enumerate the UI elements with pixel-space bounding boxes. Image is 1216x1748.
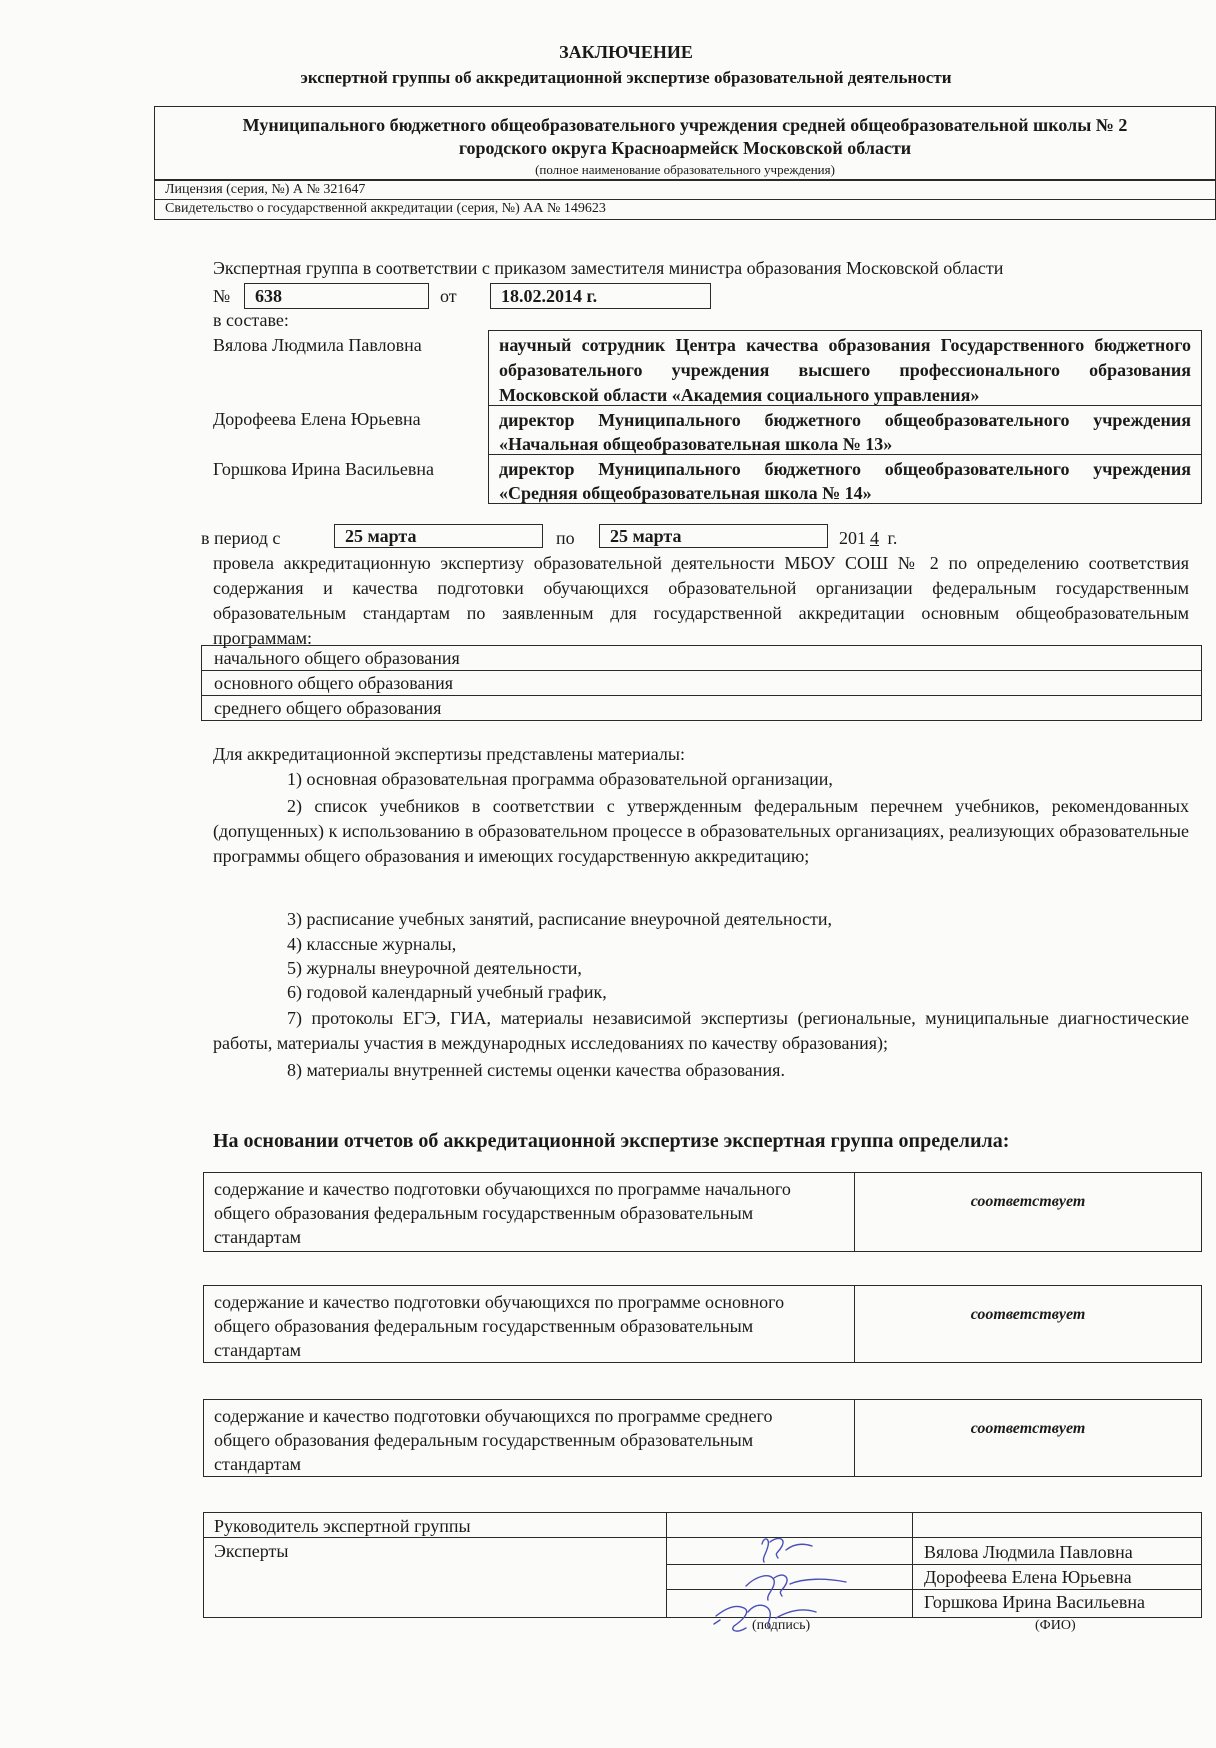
program-row [201, 670, 1202, 696]
composition-label: в составе: [213, 310, 289, 330]
program-name: среднего общего образования [214, 698, 442, 718]
conclusion-result: соответствует [970, 1420, 1086, 1437]
accreditation-row [154, 199, 1216, 220]
member-name: Вялова Людмила Павловна [213, 335, 422, 355]
signature-caption: (подпись) [752, 1618, 811, 1633]
member-position-box [488, 330, 1202, 406]
year-digit: 4 [870, 528, 879, 548]
member-position-box [488, 454, 1202, 504]
conclusion-result-cell [854, 1285, 1202, 1363]
experts-label: Эксперты [214, 1541, 289, 1561]
period-text: провела аккредитационную экспертизу образовательной деятельности МБОУ СОШ № 2 по определению соответствия содержания и качества подготовки обучающихся образовательной организации федеральным государственным образовательным стандартам по заявленным для государственной аккредитации основным общеобразовательным программам: [213, 553, 1189, 648]
order-intro: Экспертная группа в соответствии с приказом заместителя министра образования Московской области [213, 258, 1004, 278]
period-from-box [334, 524, 543, 548]
year-suffix: г. [883, 528, 898, 548]
member-position-box [488, 405, 1202, 455]
conclusion-criterion: содержание и качество подготовки обучающихся по программе начального общего образования федеральным государственным образовательным стандартам [214, 1179, 791, 1247]
conclusion-result: соответствует [970, 1193, 1086, 1210]
conclusion-heading: На основании отчетов об аккредитационной экспертизе экспертная группа определила: [213, 1130, 1010, 1152]
signature-col-divider [666, 1512, 667, 1618]
member-position: научный сотрудник Центра качества образования Государственного бюджетного образовательного учреждения высшего профессионального образования Московской области «Академия социального управления» [499, 335, 1191, 405]
conclusion-row [203, 1285, 855, 1363]
period-year [839, 528, 897, 549]
member-name: Дорофеева Елена Юрьевна [213, 409, 421, 429]
materials-intro: Для аккредитационной экспертизы представлены материалы: [213, 744, 685, 764]
institution-name-caption: (полное наименование образовательного учреждения) [535, 162, 835, 177]
document-subtitle: экспертной группы об аккредитационной экспертизе образовательной деятельности [300, 68, 952, 87]
order-date: 18.02.2014 г. [501, 286, 598, 306]
member-position: директор Муниципального бюджетного общеобразовательного учреждения «Начальная общеобразовательная школа № 13» [499, 410, 1191, 454]
member-position: директор Муниципального бюджетного общеобразовательного учреждения «Средняя общеобразовательная школа № 14» [499, 459, 1191, 503]
conclusion-criterion: содержание и качество подготовки обучающихся по программе среднего общего образования федеральным государственным образовательным стандартам [214, 1406, 773, 1474]
conclusion-result-cell [854, 1172, 1202, 1252]
period-to-label: по [556, 528, 575, 548]
materials-item: 8) материалы внутренней системы оценки качества образования. [287, 1060, 785, 1080]
order-number-box [244, 283, 429, 309]
program-name: основного общего образования [214, 673, 454, 693]
order-number-label: № [213, 286, 231, 306]
conclusion-row [203, 1172, 855, 1252]
materials-item: 3) расписание учебных занятий, расписание внеурочной деятельности, [287, 909, 833, 929]
year-prefix: 201 [839, 528, 866, 548]
period-to-box [599, 524, 828, 548]
program-row [201, 695, 1202, 721]
name-caption: (ФИО) [1035, 1618, 1076, 1633]
document-title: ЗАКЛЮЧЕНИЕ [559, 42, 693, 62]
head-label: Руководитель экспертной группы [214, 1516, 471, 1536]
institution-name-line1: Муниципального бюджетного общеобразовательного учреждения средней общеобразовательной школы № 2 [242, 115, 1128, 135]
period-from-label: в период с [201, 528, 281, 548]
order-number: 638 [255, 286, 282, 306]
institution-box [154, 106, 1216, 180]
license-text: Лицензия (серия, №) А № 321647 [165, 182, 366, 197]
program-name: начального общего образования [214, 648, 460, 668]
member-name: Горшкова Ирина Васильевна [213, 459, 434, 479]
period-to: 25 марта [610, 526, 682, 546]
materials-item: 1) основная образовательная программа образовательной организации, [287, 769, 833, 789]
conclusion-result-cell [854, 1399, 1202, 1477]
materials-item: 6) годовой календарный учебный график, [287, 982, 607, 1002]
expert-name: Горшкова Ирина Васильевна [924, 1592, 1145, 1612]
materials-item: 2) список учебников в соответствии с утвержденным федеральным перечнем учебников, рекомендованных (допущенных) к использованию в образовательном процессе в образовательных организациях, реализующих образовательные программы общего образования и имеющих государственную аккредитацию; [213, 796, 1189, 866]
conclusion-result: соответствует [970, 1306, 1086, 1323]
signature-col-divider [912, 1512, 913, 1618]
conclusion-row [203, 1399, 855, 1477]
period-from: 25 марта [345, 526, 417, 546]
materials-item: 7) протоколы ЕГЭ, ГИА, материалы независимой экспертизы (региональные, муниципальные диагностические работы, материалы участия в международных исследованиях по качеству образования); [213, 1008, 1189, 1053]
expert-name: Дорофеева Елена Юрьевна [924, 1567, 1132, 1587]
materials-item: 5) журналы внеурочной деятельности, [287, 958, 582, 978]
order-date-label: от [440, 286, 457, 306]
conclusion-criterion: содержание и качество подготовки обучающихся по программе основного общего образования федеральным государственным образовательным стандартам [214, 1292, 785, 1360]
institution-name-line2: городского округа Красноармейск Московской области [458, 138, 912, 158]
program-row [201, 645, 1202, 671]
order-date-box [490, 283, 711, 309]
expert-name: Вялова Людмила Павловна [924, 1542, 1133, 1562]
materials-item: 4) классные журналы, [287, 934, 457, 954]
license-row [154, 180, 1216, 200]
accreditation-text: Свидетельство о государственной аккредитации (серия, №) АА № 149623 [165, 201, 606, 216]
